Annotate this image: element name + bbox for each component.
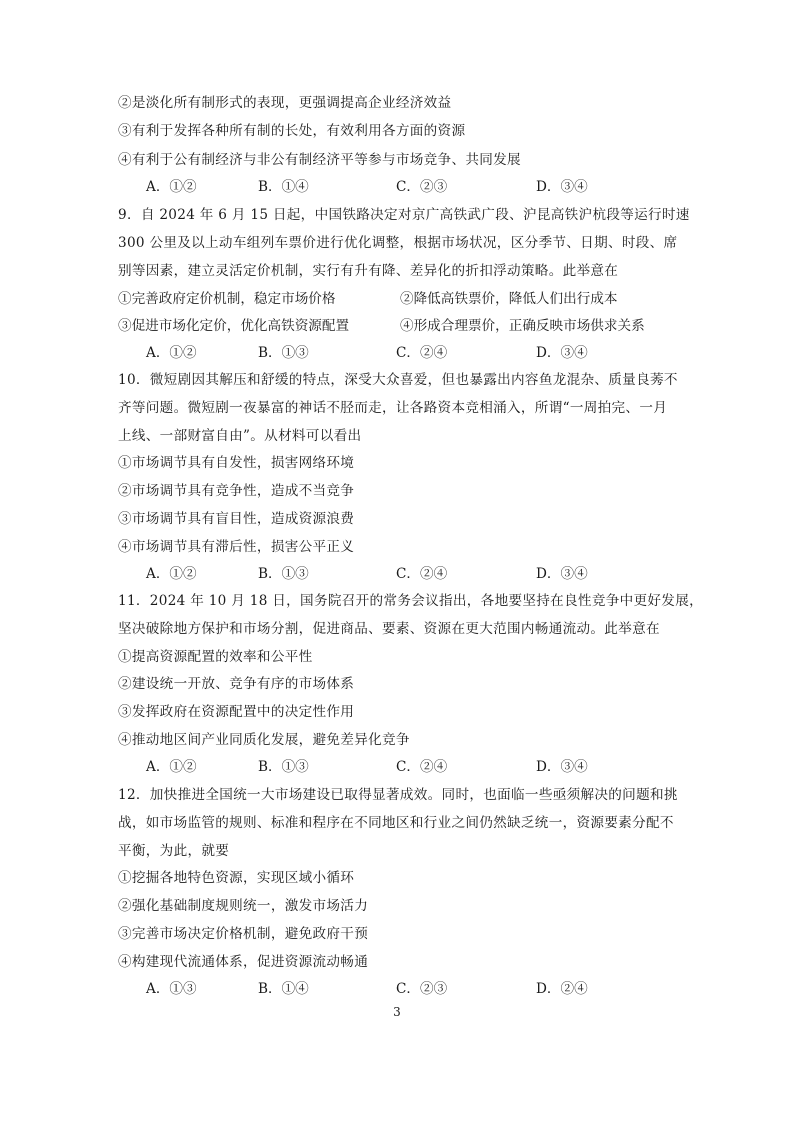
q10-option-c[interactable]: C．②④ (396, 566, 448, 582)
q12-statement-3: ③完善市场决定价格机制，避免政府干预 (118, 926, 369, 942)
q12-statement-1: ①挖掘各地特色资源，实现区域小循环 (118, 870, 355, 886)
q11-stem-line-1: 11．2024 年 10 月 18 日，国务院召开的常务会议指出，各地要坚持在良性竞争中更好发展， (118, 593, 703, 609)
q9-option-a[interactable]: A．①② (146, 345, 197, 361)
q12-option-a[interactable]: A．①③ (146, 981, 197, 997)
q12-stem-line-1: 12．加快推进全国统一大市场建设已取得显著成效。同时，也面临一些亟须解决的问题和挑 (118, 787, 678, 803)
q9-option-b[interactable]: B．①③ (258, 345, 309, 361)
q9-stem-line-3: 别等因素，建立灵活定价机制，实行有升有降、差异化的折扣浮动策略。此举意在 (118, 263, 619, 279)
q10-statement-1: ①市场调节具有自发性，损害网络环境 (118, 455, 355, 471)
q11-statement-4: ④推动地区间产业同质化发展，避免差异化竞争 (118, 732, 410, 748)
q11-statement-2: ②建设统一开放、竞争有序的市场体系 (118, 676, 355, 692)
q12-statement-4: ④构建现代流通体系，促进资源流动畅通 (118, 954, 369, 970)
q12-stem-line-3: 平衡，为此，就要 (118, 843, 230, 859)
q11-options (146, 757, 666, 777)
q8-options (146, 177, 666, 197)
q10-option-a[interactable]: A．①② (146, 566, 197, 582)
q11-option-b[interactable]: B．①③ (258, 759, 309, 775)
q9-option-c[interactable]: C．②④ (396, 345, 448, 361)
q10-statement-3: ③市场调节具有盲目性，造成资源浪费 (118, 511, 355, 527)
q9-stem-line-1: 9．自 2024 年 6 月 15 日起，中国铁路决定对京广高铁武广段、沪昆高铁沪杭段等运行时速 (118, 207, 690, 223)
q8-statement-4: ④有利于公有制经济与非公有制经济平等参与市场竞争、共同发展 (118, 152, 521, 168)
q9-stem-line-2: 300 公里及以上动车组列车票价进行优化调整，根据市场状况，区分季节、日期、时段、席 (118, 235, 678, 251)
q11-statement-1: ①提高资源配置的效率和公平性 (118, 649, 313, 665)
page-number: 3 (393, 1005, 401, 1019)
q9-statement-1: ①完善政府定价机制，稳定市场价格 (118, 291, 336, 307)
q10-statement-4: ④市场调节具有滞后性，损害公平正义 (118, 539, 355, 555)
q12-option-c[interactable]: C．②③ (396, 981, 448, 997)
q8-option-c[interactable]: C．②③ (396, 179, 448, 195)
q12-options (146, 979, 666, 999)
q10-option-d[interactable]: D．③④ (536, 566, 588, 582)
q9-statement-3: ③促进市场化定价，优化高铁资源配置 (118, 318, 350, 334)
q12-option-d[interactable]: D．②④ (536, 981, 588, 997)
q10-options (146, 564, 666, 584)
q10-stem-line-3: 上线、一部财富自由”。从材料可以看出 (118, 428, 362, 444)
q10-option-b[interactable]: B．①③ (258, 566, 309, 582)
q9-statements-row-1 (118, 289, 688, 309)
q12-statement-2: ②强化基础制度规则统一，激发市场活力 (118, 898, 369, 914)
q11-stem-line-2: 坚决破除地方保护和市场分割，促进商品、要素、资源在更大范围内畅通流动。此举意在 (118, 621, 660, 637)
q11-option-c[interactable]: C．②④ (396, 759, 448, 775)
q11-option-a[interactable]: A．①② (146, 759, 197, 775)
q12-option-b[interactable]: B．①④ (258, 981, 309, 997)
q9-options (146, 343, 666, 363)
q10-stem-line-2: 齐等问题。微短剧一夜暴富的神话不胫而走，让各路资本竞相涌入，所谓“一周拍完、一月 (118, 400, 668, 416)
q8-statement-3: ③有利于发挥各种所有制的长处，有效利用各方面的资源 (118, 123, 466, 139)
q8-option-a[interactable]: A．①② (146, 179, 197, 195)
q10-stem-line-1: 10．微短剧因其解压和舒缓的特点，深受大众喜爱，但也暴露出内容鱼龙混杂、质量良莠不 (118, 372, 678, 388)
q9-option-d[interactable]: D．③④ (536, 345, 588, 361)
q10-statement-2: ②市场调节具有竞争性，造成不当竞争 (118, 483, 355, 499)
q8-option-b[interactable]: B．①④ (258, 179, 309, 195)
q8-option-d[interactable]: D．③④ (536, 179, 588, 195)
q9-statement-2: ②降低高铁票价，降低人们出行成本 (400, 291, 618, 307)
q12-stem-line-2: 战，如市场监管的规则、标准和程序在不同地区和行业之间仍然缺乏统一，资源要素分配不 (118, 815, 674, 831)
q11-option-d[interactable]: D．③④ (536, 759, 588, 775)
q11-statement-3: ③发挥政府在资源配置中的决定性作用 (118, 704, 355, 720)
q8-statement-2: ②是淡化所有制形式的表现，更强调提高企业经济效益 (118, 95, 452, 111)
q9-statements-row-2 (118, 316, 688, 336)
q9-statement-4: ④形成合理票价，正确反映市场供求关系 (400, 318, 645, 334)
